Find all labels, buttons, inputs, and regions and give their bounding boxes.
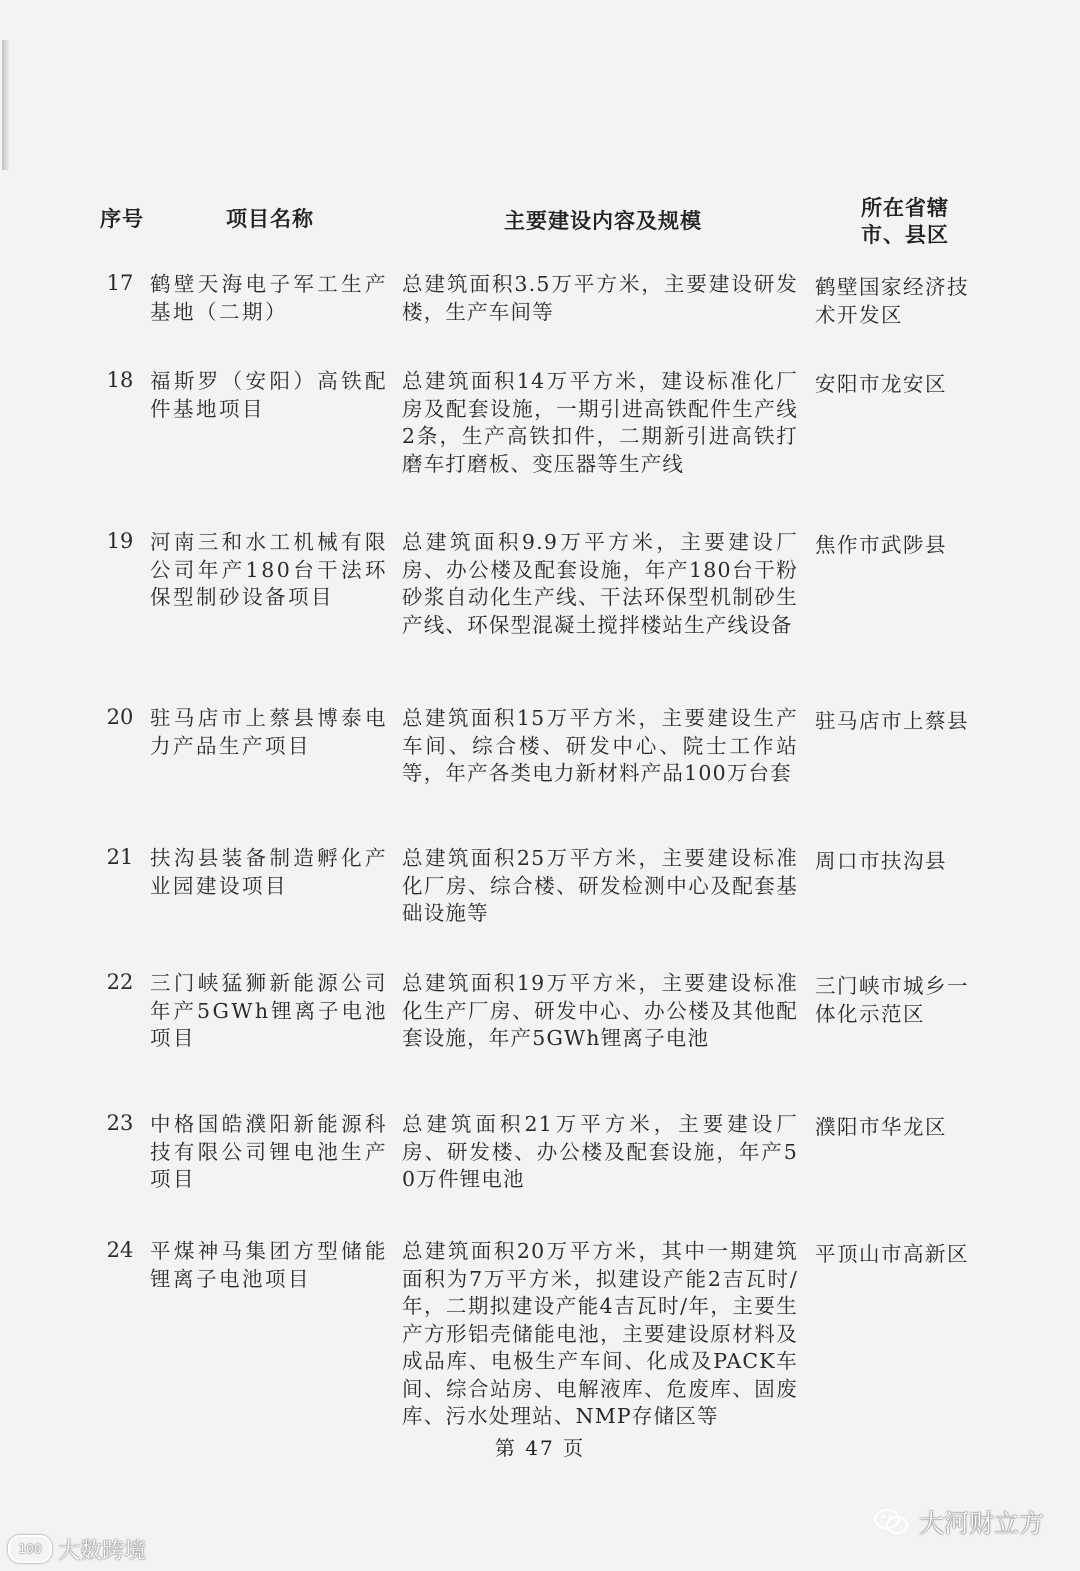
watermark-left-text: 大数跨境 xyxy=(58,1538,147,1564)
row-seq: 23 xyxy=(106,1111,134,1135)
row-name: 三门峡猛狮新能源公司年产5GWh锂离子电池项目 xyxy=(150,971,388,1050)
row-location: 驻马店市上蔡县 xyxy=(815,709,969,733)
row-name: 河南三和水工机械有限公司年产180台干法环保型制砂设备项目 xyxy=(150,530,388,609)
header-seq: 序号 xyxy=(100,207,144,231)
row-content: 总建筑面积9.9万平方米，主要建设厂房、办公楼及配套设施，年产180台干粉砂浆自动化生产线、干法环保型机制砂生产线、环保型混凝土搅拌楼站生产线设备 xyxy=(402,530,798,637)
row-location: 焦作市武陟县 xyxy=(815,533,947,557)
row-content: 总建筑面积19万平方米，主要建设标准化生产厂房、研发中心、办公楼及其他配套设施，年产5GWh锂离子电池 xyxy=(402,971,798,1050)
row-content: 总建筑面积21万平方米，主要建设厂房、研发楼、办公楼及配套设施，年产50万件锂电池 xyxy=(402,1112,798,1191)
row-location: 三门峡市城乡一体化示范区 xyxy=(815,974,969,1026)
watermark-right xyxy=(873,1502,1044,1542)
header-content: 主要建设内容及规模 xyxy=(504,209,702,233)
scan-edge-shadow xyxy=(2,40,10,170)
row-name: 鹤壁天海电子军工生产基地（二期） xyxy=(150,272,388,324)
watermark-left xyxy=(8,1534,146,1564)
header-name: 项目名称 xyxy=(226,207,314,231)
watermark-logo-icon: 100 xyxy=(8,1535,52,1563)
watermark-right-text: 大河财立方 xyxy=(918,1509,1044,1538)
row-seq: 24 xyxy=(106,1238,134,1262)
row-content: 总建筑面积15万平方米，主要建设生产车间、综合楼、研发中心、院士工作站等，年产各类电力新材料产品100万台套 xyxy=(402,706,798,785)
row-location: 鹤壁国家经济技术开发区 xyxy=(815,275,969,327)
row-content: 总建筑面积14万平方米，建设标准化厂房及配套设施，一期引进高铁配件生产线2条，生产高铁扣件，二期新引进高铁打磨车打磨板、变压器等生产线 xyxy=(402,369,798,476)
row-name: 扶沟县装备制造孵化产业园建设项目 xyxy=(150,846,388,898)
row-seq: 20 xyxy=(106,705,134,729)
row-content: 总建筑面积20万平方米，其中一期建筑面积为7万平方米，拟建设产能2吉瓦时/年，二期拟建设产能4吉瓦时/年，主要生产方形铝壳储能电池，主要建设原材料及成品库、电极生产车间、化成及PACK车间、综合站房、电解液库、危废库、固废库、污水处理站、NMP存储区等 xyxy=(402,1239,798,1428)
row-location: 濮阳市华龙区 xyxy=(815,1115,947,1139)
header-location: 所在省辖市、县区 xyxy=(861,196,949,247)
row-name: 平煤神马集团方型储能锂离子电池项目 xyxy=(150,1239,388,1291)
row-seq: 19 xyxy=(106,529,134,553)
row-seq: 21 xyxy=(106,845,134,869)
row-name: 中格国皓濮阳新能源科技有限公司锂电池生产项目 xyxy=(150,1112,388,1191)
row-location: 安阳市龙安区 xyxy=(815,372,947,396)
wechat-icon xyxy=(873,1508,909,1536)
row-seq: 22 xyxy=(106,970,134,994)
row-name: 驻马店市上蔡县博泰电力产品生产项目 xyxy=(150,706,388,758)
page-number: 第 47 页 xyxy=(494,1436,586,1460)
table-header xyxy=(0,195,1080,255)
row-content: 总建筑面积25万平方米，主要建设标准化厂房、综合楼、研发检测中心及配套基础设施等 xyxy=(402,846,798,925)
row-content: 总建筑面积3.5万平方米，主要建设研发楼，生产车间等 xyxy=(402,272,798,324)
row-seq: 18 xyxy=(106,368,134,392)
row-seq: 17 xyxy=(106,271,134,295)
row-location: 平顶山市高新区 xyxy=(815,1242,969,1266)
row-name: 福斯罗（安阳）高铁配件基地项目 xyxy=(150,369,388,421)
row-location: 周口市扶沟县 xyxy=(815,849,947,873)
